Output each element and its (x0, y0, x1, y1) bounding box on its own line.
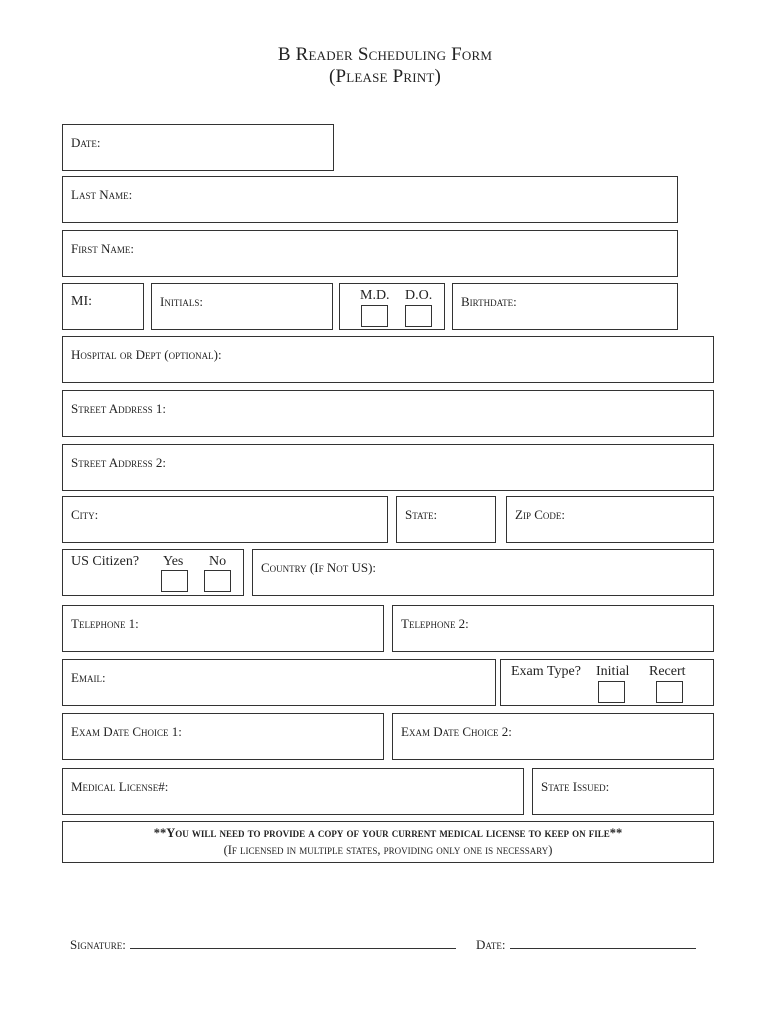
birthdate-field[interactable] (452, 283, 678, 330)
notice-line-2: (If licensed in multiple states, providing only one is necessary) (223, 843, 553, 857)
country-label: Country (If Not US): (261, 560, 377, 575)
footer-date-label: Date: (476, 937, 506, 952)
first-name-field[interactable] (62, 230, 678, 277)
telephone-2-label: Telephone 2: (401, 616, 469, 631)
footer-date-line[interactable] (476, 936, 696, 953)
street-address-2-field[interactable] (62, 444, 714, 491)
city-label: City: (71, 507, 99, 522)
street-address-1-field[interactable] (62, 390, 714, 437)
email-field[interactable] (62, 659, 496, 706)
notice-line-1: **You will need to provide a copy of your current medical license to keep on file** (153, 826, 623, 840)
us-citizen-label: US Citizen? (71, 554, 140, 569)
initials-label: Initials: (160, 294, 203, 309)
telephone-1-label: Telephone 1: (71, 616, 139, 631)
form-title: B Reader Scheduling Form (277, 44, 493, 65)
state-label: State: (405, 507, 438, 522)
recert-label: Recert (649, 664, 686, 679)
md-checkbox[interactable] (361, 305, 388, 327)
mi-field[interactable] (62, 283, 144, 330)
hospital-label: Hospital or Dept (optional): (71, 347, 222, 362)
no-checkbox[interactable] (204, 570, 231, 592)
street-address-2-label: Street Address 2: (71, 455, 167, 470)
city-field[interactable] (62, 496, 388, 543)
initials-field[interactable] (151, 283, 333, 330)
exam-date-1-field[interactable] (62, 713, 384, 760)
telephone-2-field[interactable] (392, 605, 714, 652)
degree-field (339, 283, 445, 330)
signature-underline (130, 936, 456, 949)
zip-code-field[interactable] (506, 496, 714, 543)
date-label: Date: (71, 135, 101, 150)
mi-label: MI: (71, 294, 92, 309)
state-field[interactable] (396, 496, 496, 543)
form-subtitle: (Please Print) (328, 66, 442, 87)
initial-checkbox[interactable] (598, 681, 625, 703)
country-field[interactable] (252, 549, 714, 596)
license-notice (62, 821, 714, 863)
first-name-label: First Name: (71, 241, 134, 256)
telephone-1-field[interactable] (62, 605, 384, 652)
exam-date-2-field[interactable] (392, 713, 714, 760)
last-name-label: Last Name: (71, 187, 133, 202)
no-label: No (209, 554, 227, 569)
us-citizen-field (62, 549, 244, 596)
yes-checkbox[interactable] (161, 570, 188, 592)
recert-checkbox[interactable] (656, 681, 683, 703)
do-label: D.O. (405, 288, 433, 303)
state-issued-field[interactable] (532, 768, 714, 815)
exam-type-label: Exam Type? (511, 664, 581, 679)
hospital-field[interactable] (62, 336, 714, 383)
do-checkbox[interactable] (405, 305, 432, 327)
last-name-field[interactable] (62, 176, 678, 223)
email-label: Email: (71, 670, 106, 685)
zip-code-label: Zip Code: (515, 507, 565, 522)
medical-license-label: Medical License#: (71, 779, 169, 794)
state-issued-label: State Issued: (541, 779, 610, 794)
street-address-1-label: Street Address 1: (71, 401, 167, 416)
medical-license-field[interactable] (62, 768, 524, 815)
exam-type-field (500, 659, 714, 706)
exam-date-2-label: Exam Date Choice 2: (401, 724, 512, 739)
signature-line[interactable] (70, 936, 456, 953)
initial-label: Initial (596, 664, 630, 679)
exam-date-1-label: Exam Date Choice 1: (71, 724, 182, 739)
birthdate-label: Birthdate: (461, 294, 517, 309)
yes-label: Yes (163, 554, 184, 569)
signature-label: Signature: (70, 937, 126, 952)
date-field[interactable] (62, 124, 334, 171)
footer-date-underline (510, 936, 696, 949)
md-label: M.D. (360, 288, 390, 303)
